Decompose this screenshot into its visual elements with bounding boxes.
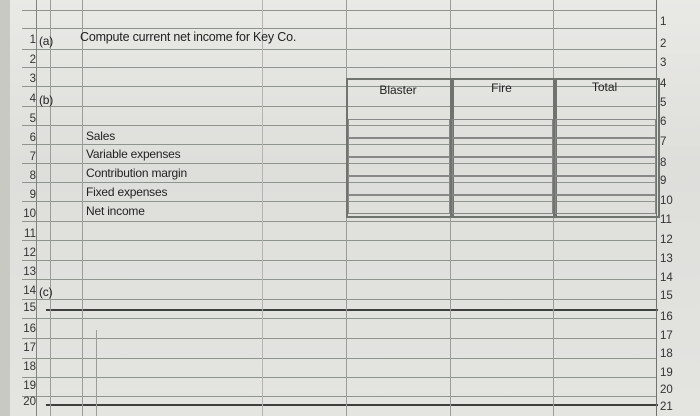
row-number: 19 [660, 367, 673, 379]
row-number: 2 [660, 38, 667, 50]
input-cell-sales-total[interactable] [555, 119, 656, 138]
line-item-contribution-margin: Contribution margin [86, 166, 187, 180]
row-number: 3 [29, 73, 36, 85]
row-number: 14 [23, 285, 36, 297]
row-number: 4 [29, 93, 36, 105]
input-cell-netincome-fire[interactable] [452, 195, 553, 214]
input-cell-fixed-blaster[interactable] [348, 176, 450, 195]
column-header-total: Total [591, 80, 618, 94]
input-cell-variable-fire[interactable] [452, 138, 553, 157]
row-number: 18 [23, 361, 36, 373]
input-cell-netincome-blaster[interactable] [348, 195, 450, 214]
row-number: 11 [24, 228, 36, 240]
row-number: 9 [29, 189, 36, 201]
input-cell-sales-fire[interactable] [452, 119, 553, 138]
input-cell-contribution-fire[interactable] [452, 157, 553, 176]
row-number: 14 [660, 272, 673, 284]
row-number: 5 [29, 113, 36, 125]
row-number: 17 [23, 342, 36, 354]
line-item-variable-expenses: Variable expenses [86, 147, 181, 161]
row-number: 19 [23, 380, 36, 392]
input-cell-fixed-fire[interactable] [452, 176, 553, 195]
row-number: 12 [660, 234, 673, 246]
row-number: 13 [23, 266, 36, 278]
row-number: 8 [660, 157, 667, 169]
row-number: 11 [660, 214, 672, 226]
row-number: 10 [660, 195, 673, 207]
input-cell-variable-total[interactable] [555, 138, 656, 157]
row-number: 7 [660, 136, 667, 148]
row-number: 5 [660, 97, 667, 109]
row-number: 6 [660, 116, 667, 128]
input-cell-netincome-total[interactable] [555, 195, 656, 214]
row-number: 9 [660, 175, 667, 187]
row-number: 18 [660, 348, 673, 360]
input-cell-contribution-total[interactable] [555, 157, 656, 176]
row-number: 16 [23, 323, 36, 335]
row-number: 21 [660, 401, 673, 413]
row-number: 10 [23, 208, 36, 220]
input-cell-sales-blaster[interactable] [348, 119, 450, 138]
column-header-blaster: Blaster [379, 83, 417, 97]
part-c-label: (c) [39, 285, 53, 299]
row-number: 2 [29, 54, 36, 66]
row-number: 17 [660, 330, 673, 342]
row-number: 15 [660, 290, 673, 302]
line-item-fixed-expenses: Fixed expenses [86, 185, 168, 199]
line-item-sales: Sales [86, 129, 116, 143]
row-number: 7 [29, 151, 36, 163]
part-a-label: (a) [39, 34, 54, 48]
row-number: 13 [660, 253, 673, 265]
row-number: 8 [29, 170, 36, 182]
row-number: 20 [660, 384, 673, 396]
input-cell-contribution-blaster[interactable] [348, 157, 450, 176]
input-cell-fixed-total[interactable] [555, 176, 656, 195]
line-item-net-income: Net income [86, 204, 145, 218]
row-number: 20 [23, 396, 36, 408]
part-b-label: (b) [39, 93, 54, 107]
row-number: 16 [660, 311, 673, 323]
row-number: 1 [660, 16, 667, 28]
row-number: 4 [660, 78, 667, 90]
row-number: 3 [660, 57, 667, 69]
input-cell-variable-blaster[interactable] [348, 138, 450, 157]
row-number: 1 [29, 34, 36, 46]
row-number: 12 [23, 247, 36, 259]
row-number: 6 [29, 132, 36, 144]
question-text: Compute current net income for Key Co. [80, 30, 297, 44]
column-header-fire: Fire [491, 81, 512, 95]
row-number: 15 [23, 302, 36, 314]
